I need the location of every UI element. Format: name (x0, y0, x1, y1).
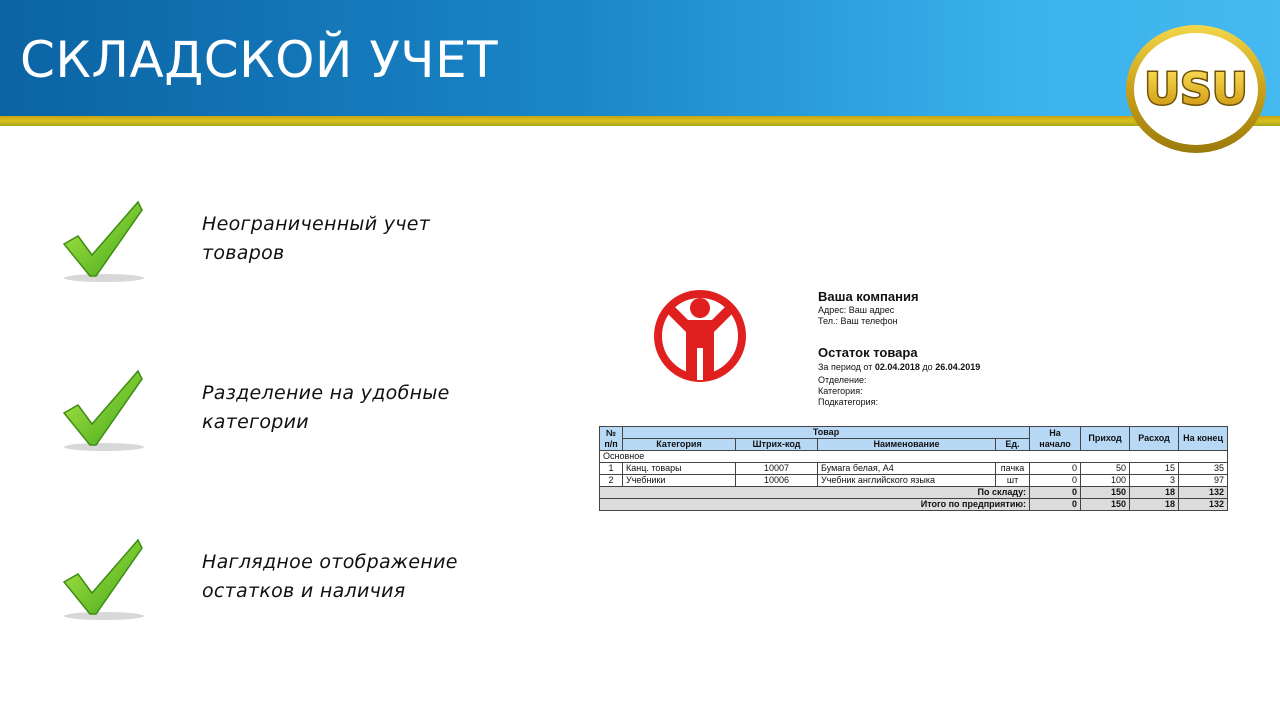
total-income: 150 (1081, 499, 1130, 511)
total-end: 132 (1179, 499, 1228, 511)
cell-unit: шт (996, 475, 1030, 487)
header-expense: Расход (1130, 427, 1179, 451)
enterprise-total-row (600, 499, 1228, 511)
header-barcode: Штрих-код (736, 439, 818, 451)
feature-text-line: категории (202, 411, 309, 433)
cell-income: 50 (1081, 463, 1130, 475)
company-phone: Тел.: Ваш телефон (818, 316, 898, 326)
cell-no: 1 (600, 463, 623, 475)
header-band (0, 0, 1280, 116)
total-start: 0 (1030, 499, 1081, 511)
cell-name: Бумага белая, А4 (818, 463, 996, 475)
period-prefix: За период от (818, 362, 873, 372)
report-period (818, 361, 980, 373)
feature-text-line: Наглядное отображение (202, 551, 458, 573)
total-end: 132 (1179, 487, 1228, 499)
report-title: Остаток товара (818, 345, 918, 360)
cell-start: 0 (1030, 475, 1081, 487)
header-product: Товар (623, 427, 1030, 439)
report-header (818, 345, 980, 408)
feature-item-2 (56, 369, 496, 469)
cell-end: 97 (1179, 475, 1228, 487)
feature-text-line: Разделение на удобные (202, 382, 450, 404)
header-end: На конец (1179, 427, 1228, 451)
header-start: На начало (1030, 427, 1081, 451)
checkmark-icon (56, 538, 156, 628)
report-category: Категория: (818, 386, 863, 396)
cell-name: Учебник английского языка (818, 475, 996, 487)
period-to: 26.04.2019 (935, 362, 981, 372)
header-gold-stripe (0, 116, 1280, 126)
header-name: Наименование (818, 439, 996, 451)
total-start: 0 (1030, 487, 1081, 499)
company-info (818, 289, 919, 327)
total-income: 150 (1081, 487, 1130, 499)
table-row (600, 475, 1228, 487)
cell-end: 35 (1179, 463, 1228, 475)
feature-item-3 (56, 538, 496, 638)
cell-category: Учебники (623, 475, 736, 487)
group-label: Основное (600, 451, 1228, 463)
feature-text-line: остатков и наличия (202, 580, 406, 602)
report-department: Отделение: (818, 375, 867, 385)
warehouse-total-label: По складу: (600, 487, 1030, 499)
table-row (600, 463, 1228, 475)
header-unit: Ед. (996, 439, 1030, 451)
cell-start: 0 (1030, 463, 1081, 475)
total-expense: 18 (1130, 487, 1179, 499)
header-income: Приход (1081, 427, 1130, 451)
company-logo-icon (652, 288, 748, 384)
checkmark-icon (56, 369, 156, 459)
header-no: № п/п (600, 427, 623, 451)
stock-report-table (599, 426, 1228, 511)
total-expense: 18 (1130, 499, 1179, 511)
checkmark-icon (56, 200, 156, 290)
cell-expense: 15 (1130, 463, 1179, 475)
feature-text-line: Неограниченный учет (202, 213, 431, 235)
cell-expense: 3 (1130, 475, 1179, 487)
company-address: Адрес: Ваш адрес (818, 305, 895, 315)
cell-category: Канц. товары (623, 463, 736, 475)
period-from: 02.04.2018 (874, 362, 920, 372)
feature-text-line: товаров (202, 242, 285, 264)
feature-item-1 (56, 200, 496, 300)
cell-unit: пачка (996, 463, 1030, 475)
report-subcategory: Подкатегория: (818, 397, 878, 407)
enterprise-total-label: Итого по предприятию: (600, 499, 1030, 511)
cell-income: 100 (1081, 475, 1130, 487)
period-mid: до (922, 362, 933, 372)
header-category: Категория (623, 439, 736, 451)
cell-barcode: 10007 (736, 463, 818, 475)
usu-logo (1124, 24, 1268, 154)
logo-text: USU (1144, 64, 1248, 115)
cell-barcode: 10006 (736, 475, 818, 487)
page-title: СКЛАДСКОЙ УЧЕТ (20, 31, 499, 89)
company-name: Ваша компания (818, 289, 919, 304)
warehouse-total-row (600, 487, 1228, 499)
cell-no: 2 (600, 475, 623, 487)
table-group-row (600, 451, 1228, 463)
